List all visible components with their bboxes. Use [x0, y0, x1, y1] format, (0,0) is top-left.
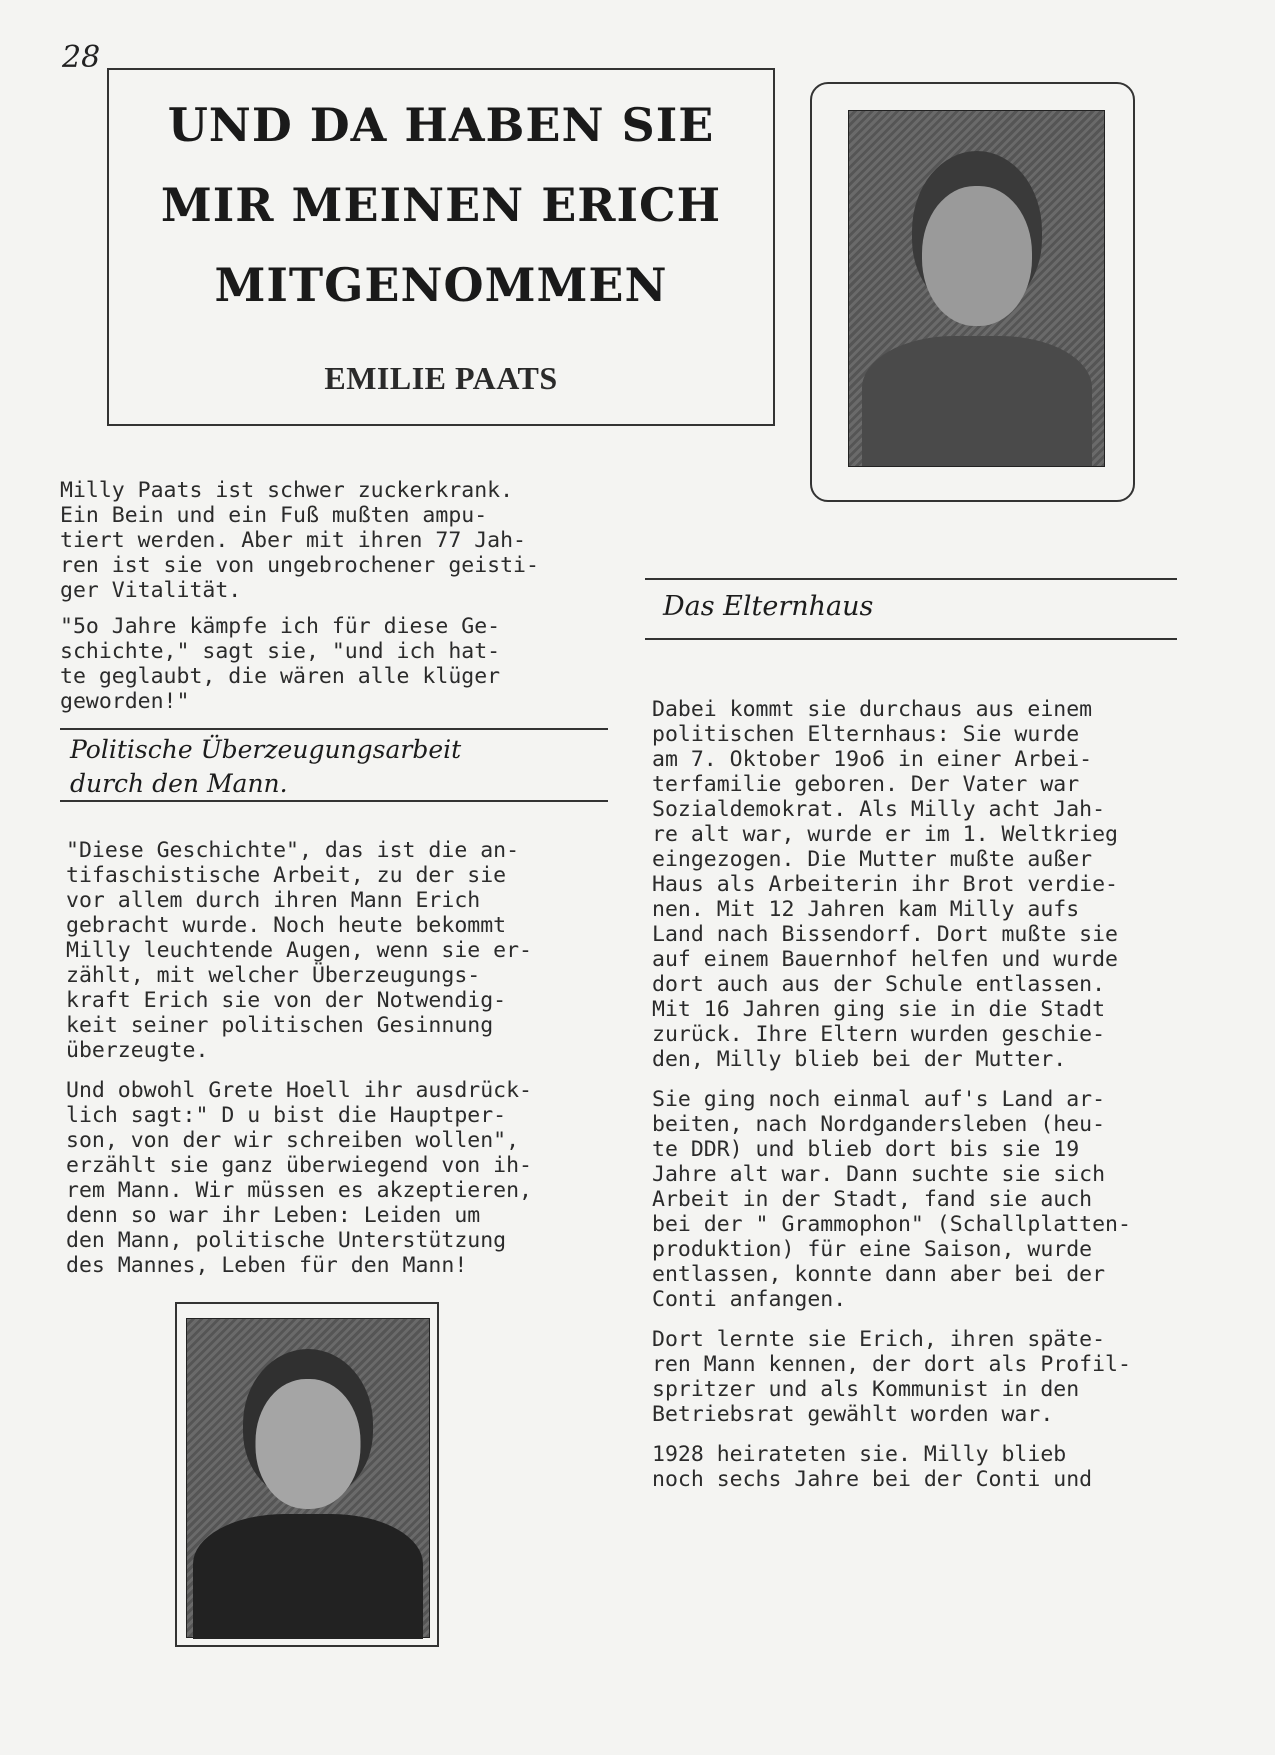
- headline-line-2: MIR MEINEN ERICH: [160, 178, 722, 232]
- headline-line-3: MITGENOMMEN: [214, 258, 668, 312]
- headline-box: [107, 68, 775, 426]
- suit-shape: [193, 1514, 423, 1639]
- intro-paragraph-2: "5o Jahre kämpfe ich für diese Ge- schichte," sagt sie, "und ich hat- te geglaubt, die wären alle klüger geworden!": [60, 614, 501, 714]
- divider: [645, 638, 1177, 640]
- section-heading-politics: Politische Überzeugungsarbeit durch den Mann.: [70, 735, 462, 798]
- portrait-woman-photo: [848, 110, 1105, 467]
- portrait-man-photo: [186, 1318, 430, 1638]
- right-paragraph-1: Dabei kommt sie durchaus aus einem politischen Elternhaus: Sie wurde am 7. Oktober 19o6 in einer Arbei- terfamilie geboren. Der Vater war Sozialdemokrat. Als Milly acht Jah- re alt war, wurde er im 1. Weltkrieg eingezogen. Die Mutter mußte außer Haus als Arbeiterin ihr Brot verdie- nen. Mit 12 Jahren kam Milly aufs Land nach Bissendorf. Dort mußte sie auf einem Bauernhof helfen und wurde dort auch aus der Schule entlassen. Mit 16 Jahren ging sie in die Stadt zurück. Ihre Eltern wurden geschie- den, Milly blieb bei der Mutter.: [652, 697, 1118, 1072]
- divider: [60, 728, 608, 730]
- right-paragraph-2: Sie ging noch einmal auf's Land ar- beiten, nach Nordgandersleben (heu- te DDR) und blieb dort bis sie 19 Jahre alt war. Dann suchte sie sich Arbeit in der Stadt, fand sie auch bei der " Grammophon" (Schallplatten- produktion) für eine Saison, wurde entlassen, konnte dann aber bei der Conti anfangen.: [652, 1087, 1131, 1312]
- body-paragraph-2: Und obwohl Grete Hoell ihr ausdrück- lich sagt:" D u bist die Hauptper- son, von der wir schreiben wollen", erzählt sie ganz überwiegend von ih- rem Mann. Wir müssen es akzeptieren, denn so war ihr Leben: Leiden um den Mann, politische Unterstützung des Mannes, Leben für den Mann!: [66, 1078, 532, 1278]
- author-name: EMILIE PAATS: [324, 360, 558, 396]
- face-highlight: [256, 1379, 361, 1509]
- right-paragraph-4: 1928 heirateten sie. Milly blieb noch sechs Jahre bei der Conti und: [652, 1442, 1093, 1492]
- intro-paragraph-1: Milly Paats ist schwer zuckerkrank. Ein Bein und ein Fuß mußten ampu- tiert werden. Aber mit ihren 77 Jah- ren ist sie von ungebrochener geisti- ger Vitalität.: [60, 478, 539, 603]
- right-paragraph-3: Dort lernte sie Erich, ihren späte- ren Mann kennen, der dort als Profil- spritzer und als Kommunist in den Betriebsrat gewählt worden war.: [652, 1327, 1131, 1427]
- divider: [645, 578, 1177, 580]
- face-highlight: [922, 186, 1032, 326]
- headline-line-1: UND DA HABEN SIE: [167, 98, 715, 152]
- section-heading-elternhaus: Das Elternhaus: [663, 591, 874, 622]
- body-paragraph-1: "Diese Geschichte", das ist die an- tifaschistische Arbeit, zu der sie vor allem durch ihren Mann Erich gebracht wurde. Noch heute bekommt Milly leuchtende Augen, wenn sie er- zählt, mit welcher Überzeugungs- kraft Erich sie von der Notwendig- keit seiner politischen Gesinnung überzeugte.: [66, 838, 532, 1063]
- page-number: 28: [62, 40, 101, 75]
- divider: [60, 800, 608, 802]
- shoulders-shape: [862, 336, 1092, 466]
